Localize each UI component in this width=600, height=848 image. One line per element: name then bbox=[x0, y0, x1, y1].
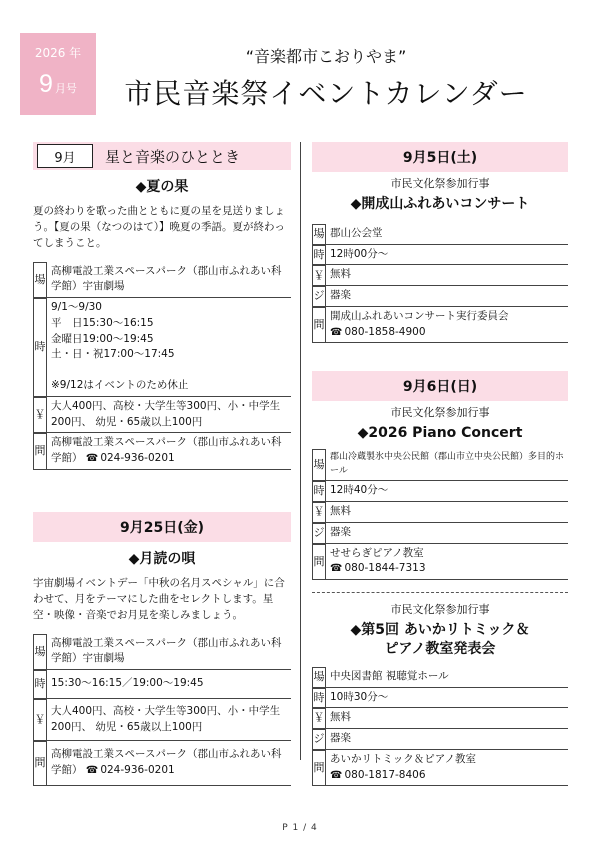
price-key: ￥ bbox=[33, 699, 47, 741]
venue-key: 場 bbox=[33, 262, 47, 298]
event-tag: 市民文化祭参加行事 bbox=[390, 177, 490, 190]
event-date: 9月25日(金) bbox=[33, 512, 291, 542]
price-key: ￥ bbox=[312, 708, 326, 728]
detail-row-price bbox=[312, 502, 568, 523]
column-divider bbox=[300, 142, 301, 760]
time-key: 時 bbox=[33, 670, 47, 698]
event-details bbox=[33, 634, 291, 786]
issue-year: 2026 年 bbox=[34, 46, 82, 60]
event-piano-concert bbox=[312, 371, 568, 580]
time-line: 土・日・祝17:00～17:45 bbox=[51, 348, 175, 361]
issue-month-number: 9 bbox=[39, 70, 53, 98]
issue-month-unit: 月号 bbox=[54, 82, 77, 95]
detail-row-time bbox=[312, 245, 568, 266]
time-key: 時 bbox=[312, 245, 326, 265]
detail-row-venue bbox=[312, 224, 568, 245]
month-title: 星と音楽のひととき bbox=[105, 147, 241, 166]
detail-row-price bbox=[33, 699, 291, 742]
month-label: 9月 bbox=[37, 144, 93, 168]
genre-value: 器楽 bbox=[330, 525, 351, 538]
detail-row-venue bbox=[33, 262, 291, 299]
contact-name: 高柳電設工業スペースパーク（郡山市ふれあい科学館） bbox=[51, 748, 282, 777]
price-key: ￥ bbox=[312, 265, 326, 285]
detail-row-contact bbox=[312, 750, 568, 787]
event-name: ◆開成山ふれあいコンサート bbox=[350, 196, 530, 212]
telephone-icon: ☎ bbox=[330, 769, 343, 781]
contact-tel: 024-936-0201 bbox=[100, 452, 175, 465]
price-key: ￥ bbox=[33, 397, 47, 433]
contact-tel: 024-936-0201 bbox=[100, 764, 175, 777]
detail-row-venue bbox=[312, 667, 568, 688]
event-name-line: ピアノ教室発表会 bbox=[384, 640, 496, 657]
genre-key: ジ bbox=[312, 729, 326, 749]
issue-badge bbox=[20, 33, 96, 115]
detail-row-price bbox=[312, 708, 568, 729]
issue-month bbox=[20, 70, 96, 99]
right-column bbox=[312, 142, 568, 786]
event-details bbox=[312, 667, 568, 787]
venue-value: 高柳電設工業スペースパーク（郡山市ふれあい科学館）宇宙劇場 bbox=[51, 264, 282, 293]
contact-name: 開成山ふれあいコンサート実行委員会 bbox=[330, 309, 509, 322]
event-details bbox=[312, 449, 568, 580]
price-value: 無料 bbox=[330, 505, 351, 518]
telephone-icon: ☎ bbox=[330, 563, 343, 575]
contact-value bbox=[47, 433, 291, 469]
detail-row-venue bbox=[33, 634, 291, 671]
contact-tel: 080-1858-4900 bbox=[344, 325, 426, 338]
detail-row-price bbox=[33, 397, 291, 434]
contact-value bbox=[326, 307, 513, 343]
event-description: 夏の終わりを歌った曲とともに夏の星を見送りましょう。【夏の果（なつのはて）】晩夏の季語。夏が終わってしまうこと。 bbox=[33, 204, 285, 250]
venue-value: 中央図書館 視聴覚ホール bbox=[330, 669, 449, 682]
time-value: 12時40分～ bbox=[330, 484, 389, 497]
detail-row-genre bbox=[312, 286, 568, 307]
page-title: 市民音楽祭イベントカレンダー bbox=[124, 77, 528, 110]
detail-row-time bbox=[312, 688, 568, 709]
genre-key: ジ bbox=[312, 286, 326, 306]
time-value bbox=[47, 298, 192, 396]
event-name: ◆夏の果 bbox=[135, 179, 189, 195]
page-number: P 1 / 4 bbox=[282, 823, 318, 833]
genre-value: 器楽 bbox=[330, 289, 351, 302]
time-key: 時 bbox=[33, 298, 47, 396]
detail-row-contact bbox=[312, 544, 568, 581]
venue-key: 場 bbox=[312, 667, 326, 687]
event-name: ◆月読の唄 bbox=[128, 550, 196, 567]
venue-value: 郡山公会堂 bbox=[330, 226, 383, 239]
event-date: 9月6日(日) bbox=[312, 371, 568, 401]
venue-key: 場 bbox=[312, 449, 326, 480]
event-details bbox=[33, 262, 291, 470]
detail-row-contact bbox=[312, 307, 568, 344]
detail-row-price bbox=[312, 265, 568, 286]
contact-key: 問 bbox=[312, 750, 326, 786]
contact-key: 問 bbox=[33, 741, 47, 785]
event-details bbox=[312, 224, 568, 344]
time-key: 時 bbox=[312, 688, 326, 708]
price-key: ￥ bbox=[312, 502, 326, 522]
event-name: ◆2026 Piano Concert bbox=[357, 425, 523, 442]
contact-value bbox=[326, 544, 430, 580]
time-line: 金曜日19:00～19:45 bbox=[51, 332, 154, 345]
event-tag: 市民文化祭参加行事 bbox=[390, 603, 490, 617]
genre-key: ジ bbox=[312, 523, 326, 543]
contact-name: あいかリトミック＆ピアノ教室 bbox=[330, 752, 476, 765]
time-key: 時 bbox=[312, 481, 326, 501]
time-note: ※9/12はイベントのため休止 bbox=[51, 379, 189, 392]
month-header bbox=[33, 142, 291, 170]
event-tsukuyomi bbox=[33, 512, 291, 786]
event-date: 9月5日(土) bbox=[312, 142, 568, 172]
dashed-divider bbox=[312, 592, 568, 593]
contact-value bbox=[326, 750, 480, 786]
contact-key: 問 bbox=[312, 544, 326, 580]
telephone-icon: ☎ bbox=[85, 453, 99, 465]
contact-key: 問 bbox=[312, 307, 326, 343]
detail-row-time bbox=[33, 670, 291, 699]
event-description: 宇宙劇場イベントデー「中秋の名月スペシャル」に合わせて、月をテーマにした曲をセレクトします。星空・映像・音楽でお月見を楽しみましょう。 bbox=[33, 576, 285, 622]
telephone-icon: ☎ bbox=[85, 765, 99, 777]
price-value: 無料 bbox=[330, 268, 351, 281]
event-aika-recital bbox=[312, 601, 568, 786]
detail-row-time bbox=[312, 481, 568, 502]
time-value: 10時30分～ bbox=[330, 690, 389, 703]
price-value: 大人400円、高校・大学生等300円、小・中学生200円、 幼児・65歳以上100円 bbox=[51, 399, 281, 428]
time-line: 9/1～9/30 bbox=[51, 301, 102, 314]
venue-value: 郡山冷蔵製氷中央公民館（郡山市立中央公民館）多目的ホール bbox=[330, 452, 565, 476]
contact-key: 問 bbox=[33, 433, 47, 469]
page-subtitle: “音楽都市こおりやま” bbox=[245, 47, 407, 66]
venue-key: 場 bbox=[33, 634, 47, 670]
detail-row-contact bbox=[33, 741, 291, 786]
contact-name: 高柳電設工業スペースパーク（郡山市ふれあい科学館） bbox=[51, 436, 282, 465]
detail-row-time bbox=[33, 298, 291, 397]
contact-value bbox=[47, 741, 291, 785]
detail-row-genre bbox=[312, 729, 568, 750]
detail-row-contact bbox=[33, 433, 291, 470]
genre-value: 器楽 bbox=[330, 732, 351, 745]
event-kaiseizan-concert bbox=[312, 142, 568, 343]
time-value: 15:30～16:15／19:00～19:45 bbox=[51, 677, 204, 690]
time-line-blank bbox=[51, 363, 188, 378]
price-value: 無料 bbox=[330, 711, 351, 724]
event-name bbox=[312, 621, 568, 659]
event-tag: 市民文化祭参加行事 bbox=[390, 406, 490, 420]
time-line: 平 日15:30～16:15 bbox=[51, 316, 154, 329]
contact-name: せせらぎピアノ教室 bbox=[330, 546, 424, 559]
time-value: 12時00分～ bbox=[330, 247, 389, 260]
event-name-line: ◆第5回 あいかリトミック＆ bbox=[350, 622, 530, 639]
left-column bbox=[33, 142, 291, 786]
telephone-icon: ☎ bbox=[330, 326, 343, 338]
venue-value: 高柳電設工業スペースパーク（郡山市ふれあい科学館）宇宙劇場 bbox=[51, 636, 282, 665]
event-natsu-no-hate bbox=[33, 178, 291, 470]
venue-key: 場 bbox=[312, 224, 326, 244]
price-value: 大人400円、高校・大学生等300円、小・中学生200円、 幼児・65歳以上100円 bbox=[51, 704, 281, 733]
detail-row-venue bbox=[312, 449, 568, 481]
detail-row-genre bbox=[312, 523, 568, 544]
contact-tel: 080-1817-8406 bbox=[344, 768, 426, 781]
contact-tel: 080-1844-7313 bbox=[344, 562, 426, 575]
